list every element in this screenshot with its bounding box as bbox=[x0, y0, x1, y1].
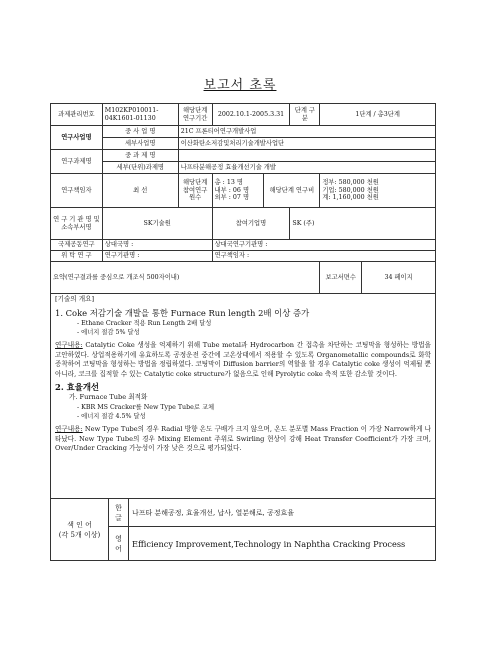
pages-value: 34 페이지 bbox=[362, 262, 436, 294]
consign-label: 위 탁 연 구 bbox=[51, 251, 103, 262]
participants-counts: 총 : 13 명 내부 : 06 명 외부 : 07 명 bbox=[212, 174, 264, 208]
consign-org: 연구기관명 : bbox=[102, 251, 212, 262]
researcher-label: 연구책임자 bbox=[51, 174, 103, 208]
item1-sub1: - Ethane Cracker 적용 Run Length 2배 달성 bbox=[77, 319, 212, 327]
detail-business-value: 이산화탄소저감및처리기술개발사업단 bbox=[178, 138, 435, 150]
task-no-value: M102KP010011-04K1601-01130 bbox=[102, 104, 178, 126]
item2-heading: 2. 효율개선 bbox=[55, 382, 100, 393]
korean-label: 한글 bbox=[109, 499, 129, 527]
mid-business-value: 21C 프론티어연구개발사업 bbox=[178, 126, 435, 138]
partner-value: SK (주) bbox=[290, 208, 436, 240]
item2-sub1: - KBR MS Cracker를 New Type Tube로 교체 bbox=[77, 403, 215, 411]
intl-country: 상대국명 : bbox=[102, 240, 212, 251]
korean-keywords: 나프타 분해공정, 효율개선, 납사, 열분해로, 공정효율 bbox=[129, 499, 436, 527]
mid-project-value bbox=[178, 150, 435, 162]
english-label: 영어 bbox=[109, 527, 129, 561]
item1-sub2: - 에너지 절감 5% 달성 bbox=[77, 328, 140, 336]
item1-heading: 1. Coke 저감기술 개발을 통한 Furnace Run length 2배 이상 증가 bbox=[55, 307, 310, 318]
org-value: SK기술원 bbox=[102, 208, 212, 240]
report-meta-table bbox=[50, 103, 436, 294]
page-title: 보고서 초록 bbox=[203, 78, 277, 93]
consign-person: 연구책임자 : bbox=[212, 251, 435, 262]
period-label: 해당단계 연구기간 bbox=[178, 104, 212, 126]
stage-value: 1단계 / 총3단계 bbox=[320, 104, 436, 126]
para1: 연구내용: Catalytic Coke 생성을 억제하기 위해 Tube metal과 Hydrocarbon 간 접촉을 차단하는 코팅막을 형성하는 방법을 고안하였다. 상업적용하기에 유효하도록 공정운전 중간에 고온상태에서 적용할 수 있도록 Organometallic compounds로 화학증착하여 코팅막을 형성하는 방법을 정립하였다. 코팅막이 Diffusion barrier의 역할을 할 경우 Catalytic coke 생성이 억제될 뿐 아니라, 코크를 집적할 수 있는 Catalytic coke structure가 없음으로 인해 Pyrolytic coke 축적 또한 감소할 것이다. bbox=[55, 340, 431, 378]
researcher-value: 최 선 bbox=[102, 174, 178, 208]
keywords-label: 색 인 어 (각 5개 이상) bbox=[51, 499, 109, 561]
partner-label: 참여기업명 bbox=[212, 208, 290, 240]
cost-label: 해당단계 연구비 bbox=[264, 174, 320, 208]
detail-project-value: 나프타분해공정 효율개선기술 개발 bbox=[178, 162, 435, 174]
intl-label: 국제공동연구 bbox=[51, 240, 103, 251]
detail-project-label: 세부(단위)과제명 bbox=[102, 162, 178, 174]
item2-sub2: - 에너지 절감 4.5% 달성 bbox=[77, 413, 146, 421]
item2-a: 가. Furnace Tube 최적화 bbox=[69, 393, 148, 402]
keywords-table bbox=[50, 498, 436, 561]
pages-label: 보고서면수 bbox=[320, 262, 362, 294]
summary-body bbox=[50, 293, 436, 499]
mid-business-label: 중 사 업 명 bbox=[102, 126, 178, 138]
intl-org: 상대국연구기관명 : bbox=[212, 240, 435, 251]
section-title: [기술의 개요] bbox=[55, 295, 95, 303]
project-label: 연구과제명 bbox=[51, 150, 103, 174]
cost-values: 정부: 580,000 천원 기업: 580,000 천원 계: 1,160,000 천원 bbox=[320, 174, 436, 208]
summary-label: 요약(연구결과를 중심으로 개조식 500자이내) bbox=[51, 262, 320, 294]
task-no-label: 과제관리번호 bbox=[51, 104, 103, 126]
detail-business-label: 세부사업명 bbox=[102, 138, 178, 150]
business-label: 연구사업명 bbox=[51, 126, 103, 150]
para2: 연구내용: New Type Tube의 경우 Radial 방향 온도 구배가 크지 않으며, 온도 분포별 Mass Fraction 이 가장 Narrow하게 나타났다. New Type Tube의 경우 Mixing Element 주위로 Swirling 현상이 강해 Heat Transfer Coefficient가 가장 크며, Over/Under Cracking 가능성이 가장 낮은 것으로 평가되었다. bbox=[55, 425, 431, 453]
participants-label: 해당단계 참여연구원수 bbox=[178, 174, 212, 208]
mid-project-label: 중 과 제 명 bbox=[102, 150, 178, 162]
english-keywords: Efficiency Improvement,Technology in Naphtha Cracking Process bbox=[129, 527, 436, 561]
org-label: 연 구 기 관 명 및 소속부서명 bbox=[51, 208, 103, 240]
period-value: 2002.10.1-2005.3.31 bbox=[212, 104, 290, 126]
stage-label: 단계 구분 bbox=[290, 104, 320, 126]
